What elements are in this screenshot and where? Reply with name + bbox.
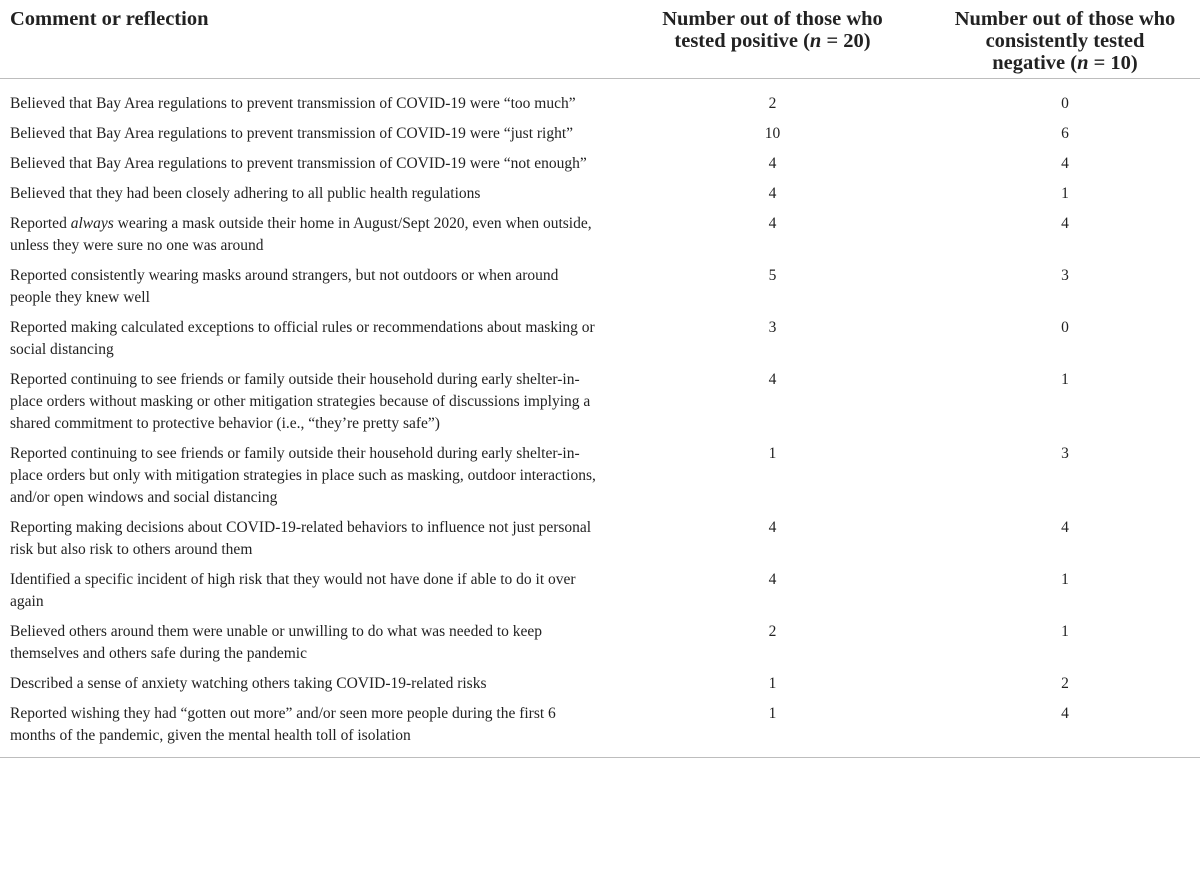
negative-count-cell: 4 [1061, 214, 1069, 232]
negative-count-cell: 2 [1061, 674, 1069, 692]
negative-count-cell: 1 [1061, 622, 1069, 640]
header-negative-n: n [1077, 52, 1089, 74]
comment-cell [0, 569, 615, 621]
table-row [0, 183, 1200, 213]
header-comment [0, 0, 615, 78]
table-row [0, 78, 1200, 123]
comment-text: Believed others around them were unable or unwilling to do what was needed to keep themselves and others safe during the pandemic [10, 622, 543, 662]
table-header [0, 0, 1200, 78]
header-positive-n: n [809, 30, 822, 52]
comment-cell [0, 703, 615, 758]
positive-count-cell: 1 [615, 703, 930, 758]
table-row [0, 213, 1200, 265]
header-comment-label: Comment or reflection [10, 8, 209, 30]
header-negative-line1: Number out of those who [954, 8, 1176, 30]
comment-cell [0, 517, 615, 569]
header-negative-line3-end: = 10) [1088, 52, 1138, 74]
comment-text: Identified a specific incident of high risk that they would not have done if able to do it over again [10, 570, 576, 610]
table-row [0, 265, 1200, 317]
header-negative [930, 0, 1200, 78]
positive-count-cell: 4 [768, 154, 777, 172]
table-row [0, 703, 1200, 758]
table-row [0, 153, 1200, 183]
comment-cell [0, 369, 615, 443]
positive-count-cell: 4 [768, 518, 777, 536]
header-negative-line3: negative ( [992, 52, 1078, 74]
positive-count-cell: 5 [768, 266, 777, 284]
comment-text: Reporting making decisions about COVID-19-related behaviors to influence not just personal risk but also risk to others around them [10, 518, 592, 558]
header-positive [615, 0, 930, 78]
negative-count-cell: 0 [1061, 318, 1069, 336]
positive-count-cell: 1 [768, 674, 777, 692]
comment-cell [0, 265, 615, 317]
negative-count-cell: 3 [1061, 444, 1069, 462]
table-row [0, 369, 1200, 443]
comment-cell [0, 123, 615, 153]
header-row [0, 0, 1200, 78]
table-row [0, 443, 1200, 517]
comment-text: Reported making calculated exceptions to official rules or recommendations about masking or social distancing [10, 318, 595, 358]
comment-text: Reported [10, 214, 71, 232]
table-row [0, 517, 1200, 569]
negative-count-cell: 3 [1061, 266, 1069, 284]
header-negative-line2: consistently tested [985, 30, 1145, 52]
comment-cell [0, 673, 615, 703]
positive-count-cell: 2 [768, 622, 777, 640]
table-row [0, 569, 1200, 621]
table-row [0, 621, 1200, 673]
header-positive-line2: tested positive ( [674, 30, 810, 52]
comment-cell [0, 183, 615, 213]
header-positive-line2-end: = 20) [821, 30, 871, 52]
comment-text: Reported consistently wearing masks around strangers, but not outdoors or when around people they knew well [10, 266, 559, 306]
comment-text: Believed that Bay Area regulations to prevent transmission of COVID-19 were “too much” [10, 94, 576, 112]
table-row [0, 123, 1200, 153]
comment-text: Believed that Bay Area regulations to prevent transmission of COVID-19 were “just right” [10, 124, 574, 142]
positive-count-cell: 4 [768, 570, 777, 588]
comment-text: Believed that they had been closely adhering to all public health regulations [10, 184, 481, 202]
negative-count-cell: 0 [1061, 94, 1069, 112]
comment-cell [0, 78, 615, 123]
negative-count-cell: 1 [1061, 370, 1069, 388]
comment-text: Described a sense of anxiety watching others taking COVID-19-related risks [10, 674, 487, 692]
comment-cell [0, 153, 615, 183]
negative-count-cell: 4 [1061, 154, 1069, 172]
table-body [0, 78, 1200, 757]
negative-count-cell: 1 [1061, 570, 1069, 588]
comment-cell [0, 317, 615, 369]
comment-text: Believed that Bay Area regulations to prevent transmission of COVID-19 were “not enough” [10, 154, 587, 172]
positive-count-cell: 3 [768, 318, 777, 336]
comment-text: Reported wishing they had “gotten out more” and/or seen more people during the first 6 months of the pandemic, given the mental health toll of isolation [10, 704, 556, 744]
negative-count-cell: 1 [1061, 184, 1069, 202]
positive-count-cell: 4 [768, 370, 777, 388]
comment-cell [0, 443, 615, 517]
table-row [0, 317, 1200, 369]
comment-emphasis: always [70, 214, 114, 232]
positive-count-cell: 10 [764, 124, 781, 142]
negative-count-cell: 4 [930, 703, 1200, 758]
comment-text: Reported continuing to see friends or family outside their household during early shelter-in-place orders without masking or other mitigation strategies because of discussions implying a shared commitment to protective behavior (i.e., “they’re pretty safe”) [10, 370, 591, 432]
positive-count-cell: 2 [768, 94, 777, 112]
table-row [0, 673, 1200, 703]
positive-count-cell: 4 [768, 184, 777, 202]
negative-count-cell: 4 [1061, 518, 1069, 536]
positive-count-cell: 1 [768, 444, 777, 462]
comment-cell [0, 213, 615, 265]
comment-cell [0, 621, 615, 673]
comment-text: Reported continuing to see friends or family outside their household during early shelter-in-place orders but only with mitigation strategies in place such as masking, outdoor interactions, and/or open windows and social distancing [10, 444, 596, 506]
positive-count-cell: 4 [768, 214, 777, 232]
comment-text-continued: wearing a mask outside their home in August/Sept 2020, even when outside, unless they were sure no one was around [10, 214, 592, 254]
negative-count-cell: 6 [1061, 124, 1069, 142]
header-positive-line1: Number out of those who [662, 8, 883, 30]
